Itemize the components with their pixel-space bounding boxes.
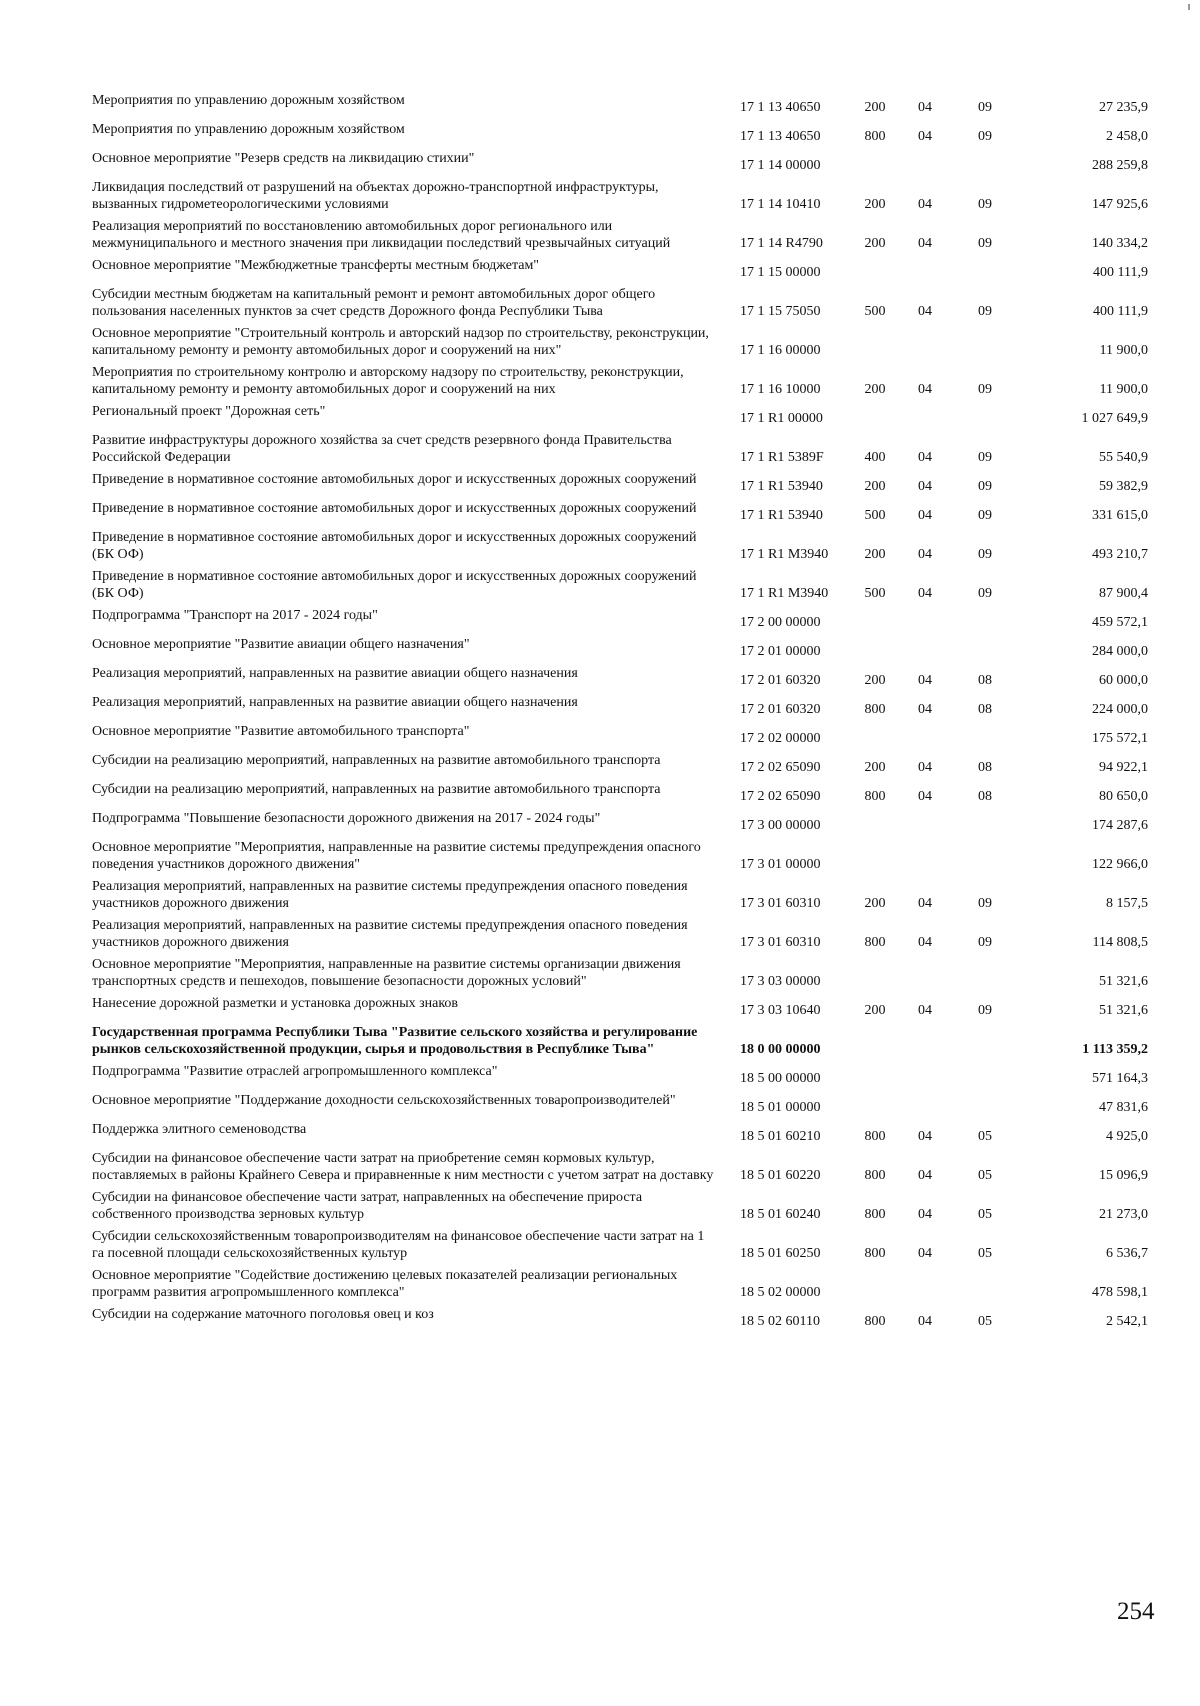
row-amount: 1 113 359,2 (1082, 1042, 1148, 1057)
row-expense-type: 200 (864, 896, 886, 911)
row-section: 04 (918, 760, 932, 775)
row-subsection: 09 (978, 935, 992, 950)
table-row (92, 1265, 1152, 1304)
row-code: 17 1 14 R4790 (740, 236, 823, 251)
row-code: 17 3 00 00000 (740, 818, 821, 833)
row-amount: 400 111,9 (1093, 304, 1148, 319)
row-section: 04 (918, 673, 932, 688)
row-section: 04 (918, 304, 932, 319)
table-row (92, 779, 1152, 808)
row-name: Подпрограмма "Транспорт на 2017 - 2024 годы" (92, 608, 378, 623)
table-row (92, 401, 1152, 430)
row-amount: 11 900,0 (1099, 382, 1148, 397)
row-section: 04 (918, 129, 932, 144)
row-name: Субсидии местным бюджетам на капитальный ремонт и ремонт автомобильных дорог общего пользования населенных пунктов за счет средств Дорожного фонда Республики Тыва (92, 287, 656, 319)
row-name: Субсидии на содержание маточного поголовья овец и коз (92, 1307, 434, 1322)
row-name: Основное мероприятие "Резерв средств на ликвидацию стихии" (92, 151, 475, 166)
row-amount: 11 900,0 (1099, 343, 1148, 358)
table-row (92, 148, 1152, 177)
row-subsection: 08 (978, 702, 992, 717)
row-expense-type: 800 (864, 1314, 886, 1329)
table-row (92, 1061, 1152, 1090)
row-name: Субсидии на финансовое обеспечение части затрат, направленных на обеспечение прироста собственного производства зерновых культур (92, 1190, 643, 1222)
row-code: 18 0 00 00000 (740, 1042, 821, 1057)
row-expense-type: 400 (864, 450, 886, 465)
row-subsection: 09 (978, 896, 992, 911)
row-amount: 47 831,6 (1099, 1100, 1148, 1115)
table-row (92, 284, 1152, 323)
row-code: 17 2 02 65090 (740, 760, 821, 775)
table-row (92, 721, 1152, 750)
row-section: 04 (918, 1246, 932, 1261)
row-code: 17 3 01 60310 (740, 935, 821, 950)
table-row (92, 837, 1152, 876)
row-amount: 6 536,7 (1106, 1246, 1148, 1261)
row-section: 04 (918, 1168, 932, 1183)
row-name: Развитие инфраструктуры дорожного хозяйства за счет средств резервного фонда Правительства Российской Федерации (92, 433, 672, 465)
row-name: Приведение в нормативное состояние автомобильных дорог и искусственных дорожных сооружений (БК ОФ) (92, 530, 697, 562)
row-amount: 21 273,0 (1099, 1207, 1148, 1222)
row-amount: 224 000,0 (1092, 702, 1148, 717)
row-name: Основное мероприятие "Мероприятия, направленные на развитие системы предупреждения опасного поведения участников дорожного движения" (92, 840, 701, 872)
table-row (92, 323, 1152, 362)
row-section: 04 (918, 896, 932, 911)
row-section: 04 (918, 382, 932, 397)
table-row (92, 1187, 1152, 1226)
row-subsection: 09 (978, 479, 992, 494)
table-row (92, 362, 1152, 401)
row-code: 18 5 01 60250 (740, 1246, 821, 1261)
row-name: Основное мероприятие "Поддержание доходности сельскохозяйственных товаропроизводителей" (92, 1093, 676, 1108)
row-code: 17 1 R1 M3940 (740, 586, 829, 601)
row-expense-type: 200 (864, 1003, 886, 1018)
row-name: Подпрограмма "Развитие отраслей агропромышленного комплекса" (92, 1064, 498, 1079)
table-row (92, 1148, 1152, 1187)
row-amount: 2 542,1 (1106, 1314, 1148, 1329)
row-amount: 284 000,0 (1092, 644, 1148, 659)
row-name: Реализация мероприятий, направленных на развитие системы предупреждения опасного поведения участников дорожного движения (92, 918, 688, 950)
row-code: 17 3 03 10640 (740, 1003, 821, 1018)
row-amount: 51 321,6 (1099, 1003, 1148, 1018)
table-row (92, 993, 1152, 1022)
row-expense-type: 500 (864, 304, 886, 319)
row-expense-type: 800 (864, 935, 886, 950)
table-row (92, 255, 1152, 284)
table-row (92, 119, 1152, 148)
table-row (92, 498, 1152, 527)
row-section: 04 (918, 935, 932, 950)
row-code: 17 1 16 00000 (740, 343, 821, 358)
row-amount: 459 572,1 (1092, 615, 1148, 630)
row-amount: 114 808,5 (1092, 935, 1148, 950)
table-row (92, 1226, 1152, 1265)
row-code: 18 5 01 60240 (740, 1207, 821, 1222)
row-expense-type: 200 (864, 547, 886, 562)
row-amount: 1 027 649,9 (1081, 411, 1148, 426)
table-row (92, 1119, 1152, 1148)
row-subsection: 09 (978, 236, 992, 251)
row-code: 18 5 01 00000 (740, 1100, 821, 1115)
table-row (92, 692, 1152, 721)
row-name: Мероприятия по строительному контролю и авторскому надзору по строительству, реконструкции, капитальному ремонту и ремонту автомобильных дорог и сооружений на них (92, 365, 684, 397)
table-row (92, 90, 1152, 119)
row-name: Поддержка элитного семеноводства (92, 1122, 307, 1137)
row-amount: 478 598,1 (1092, 1285, 1148, 1300)
row-subsection: 05 (978, 1207, 992, 1222)
row-subsection: 05 (978, 1246, 992, 1261)
table-row (92, 605, 1152, 634)
table-row (92, 469, 1152, 498)
table-row (92, 915, 1152, 954)
row-name: Реализация мероприятий, направленных на развитие системы предупреждения опасного поведения участников дорожного движения (92, 879, 688, 911)
row-code: 17 3 03 00000 (740, 974, 821, 989)
table-row (92, 1022, 1152, 1061)
table-row (92, 954, 1152, 993)
row-subsection: 09 (978, 304, 992, 319)
row-amount: 288 259,8 (1092, 158, 1148, 173)
row-name: Основное мероприятие "Развитие авиации общего назначения" (92, 637, 470, 652)
row-amount: 60 000,0 (1099, 673, 1148, 688)
row-name: Субсидии на реализацию мероприятий, направленных на развитие автомобильного транспорта (92, 753, 661, 768)
row-amount: 493 210,7 (1092, 547, 1148, 562)
row-amount: 175 572,1 (1092, 731, 1148, 746)
row-expense-type: 200 (864, 236, 886, 251)
row-amount: 80 650,0 (1099, 789, 1148, 804)
row-code: 17 1 R1 5389F (740, 450, 824, 465)
table-row (92, 634, 1152, 663)
row-code: 17 1 13 40650 (740, 100, 821, 115)
table-row (92, 216, 1152, 255)
row-amount: 94 922,1 (1099, 760, 1148, 775)
row-code: 18 5 02 00000 (740, 1285, 821, 1300)
table-row (92, 750, 1152, 779)
row-amount: 8 157,5 (1106, 896, 1148, 911)
row-section: 04 (918, 1003, 932, 1018)
row-section: 04 (918, 100, 932, 115)
row-name: Реализация мероприятий, направленных на развитие авиации общего назначения (92, 695, 578, 710)
row-section: 04 (918, 1207, 932, 1222)
row-subsection: 09 (978, 508, 992, 523)
row-expense-type: 800 (864, 789, 886, 804)
row-name: Государственная программа Республики Тыва "Развитие сельского хозяйства и регулирование рынков сельскохозяйственной продукции, сырья и продовольствия в Республике Тыва" (92, 1025, 698, 1057)
row-code: 17 1 R1 53940 (740, 479, 823, 494)
row-code: 17 3 01 60310 (740, 896, 821, 911)
row-code: 18 5 00 00000 (740, 1071, 821, 1086)
row-amount: 27 235,9 (1099, 100, 1148, 115)
row-code: 17 1 R1 M3940 (740, 547, 829, 562)
row-amount: 87 900,4 (1099, 586, 1148, 601)
row-expense-type: 200 (864, 479, 886, 494)
row-section: 04 (918, 197, 932, 212)
row-name: Приведение в нормативное состояние автомобильных дорог и искусственных дорожных сооружений (БК ОФ) (92, 569, 697, 601)
row-name: Ликвидация последствий от разрушений на объектах дорожно-транспортной инфраструктуры, вызванных гидрометеорологическими условиями (92, 180, 659, 212)
row-name: Реализация мероприятий, направленных на развитие авиации общего назначения (92, 666, 578, 681)
row-subsection: 09 (978, 547, 992, 562)
row-amount: 122 966,0 (1092, 857, 1148, 872)
row-name: Субсидии на финансовое обеспечение части затрат на приобретение семян кормовых культур, поставляемых в районы Крайнего Севера и приравненные к ним местности с учетом затрат на доставку (92, 1151, 714, 1183)
table-row (92, 808, 1152, 837)
row-section: 04 (918, 508, 932, 523)
row-expense-type: 200 (864, 197, 886, 212)
row-name: Субсидии на реализацию мероприятий, направленных на развитие автомобильного транспорта (92, 782, 661, 797)
row-subsection: 09 (978, 450, 992, 465)
row-name: Подпрограмма "Повышение безопасности дорожного движения на 2017 - 2024 годы" (92, 811, 601, 826)
row-name: Основное мероприятие "Межбюджетные трансферты местным бюджетам" (92, 258, 540, 273)
row-section: 04 (918, 547, 932, 562)
row-expense-type: 800 (864, 1207, 886, 1222)
row-name: Основное мероприятие "Строительный контроль и авторский надзор по строительству, реконструкции, капитальному ремонту и ремонту автомобильных дорог и сооружений на них" (92, 326, 709, 358)
row-name: Мероприятия по управлению дорожным хозяйством (92, 122, 405, 137)
row-name: Нанесение дорожной разметки и установка дорожных знаков (92, 996, 459, 1011)
row-subsection: 08 (978, 673, 992, 688)
row-code: 17 2 01 60320 (740, 673, 821, 688)
row-code: 18 5 02 60110 (740, 1314, 820, 1329)
row-code: 17 2 00 00000 (740, 615, 821, 630)
row-subsection: 05 (978, 1314, 992, 1329)
row-subsection: 09 (978, 586, 992, 601)
row-code: 17 1 13 40650 (740, 129, 821, 144)
row-expense-type: 200 (864, 100, 886, 115)
row-expense-type: 800 (864, 1168, 886, 1183)
row-subsection: 05 (978, 1129, 992, 1144)
row-name: Основное мероприятие "Развитие автомобильного транспорта" (92, 724, 470, 739)
row-name: Основное мероприятие "Мероприятия, направленные на развитие системы организации движения транспортных средств и пешеходов, повышение безопасности дорожных условий" (92, 957, 681, 989)
row-expense-type: 800 (864, 129, 886, 144)
row-amount: 55 540,9 (1099, 450, 1148, 465)
row-code: 17 1 14 00000 (740, 158, 821, 173)
scan-edge-mark (1188, 4, 1190, 10)
row-expense-type: 800 (864, 1246, 886, 1261)
row-section: 04 (918, 789, 932, 804)
row-code: 18 5 01 60220 (740, 1168, 821, 1183)
row-name: Основное мероприятие "Содействие достижению целевых показателей реализации региональных программ развития агропромышленного комплекса" (92, 1268, 678, 1300)
row-amount: 571 164,3 (1092, 1071, 1148, 1086)
row-amount: 4 925,0 (1106, 1129, 1148, 1144)
row-name: Приведение в нормативное состояние автомобильных дорог и искусственных дорожных сооружений (92, 501, 697, 516)
row-amount: 15 096,9 (1099, 1168, 1148, 1183)
table-row (92, 430, 1152, 469)
row-code: 17 1 R1 00000 (740, 411, 823, 426)
row-expense-type: 800 (864, 702, 886, 717)
row-amount: 2 458,0 (1106, 129, 1148, 144)
row-section: 04 (918, 702, 932, 717)
row-code: 17 1 14 10410 (740, 197, 821, 212)
row-code: 17 2 01 00000 (740, 644, 821, 659)
row-name: Приведение в нормативное состояние автомобильных дорог и искусственных дорожных сооружений (92, 472, 697, 487)
row-subsection: 09 (978, 1003, 992, 1018)
row-code: 17 3 01 00000 (740, 857, 821, 872)
row-section: 04 (918, 1314, 932, 1329)
table-row (92, 1304, 1152, 1333)
row-subsection: 09 (978, 382, 992, 397)
row-section: 04 (918, 479, 932, 494)
table-row (92, 876, 1152, 915)
row-expense-type: 500 (864, 508, 886, 523)
row-amount: 140 334,2 (1092, 236, 1148, 251)
row-section: 04 (918, 1129, 932, 1144)
row-subsection: 05 (978, 1168, 992, 1183)
row-expense-type: 200 (864, 382, 886, 397)
row-amount: 59 382,9 (1099, 479, 1148, 494)
row-name: Региональный проект "Дорожная сеть" (92, 404, 326, 419)
row-code: 17 2 02 00000 (740, 731, 821, 746)
row-code: 17 1 16 10000 (740, 382, 821, 397)
row-expense-type: 200 (864, 760, 886, 775)
table-row (92, 527, 1152, 566)
row-code: 17 1 R1 53940 (740, 508, 823, 523)
row-amount: 174 287,6 (1092, 818, 1148, 833)
row-subsection: 09 (978, 129, 992, 144)
row-amount: 51 321,6 (1099, 974, 1148, 989)
row-expense-type: 200 (864, 673, 886, 688)
row-amount: 331 615,0 (1092, 508, 1148, 523)
row-amount: 400 111,9 (1093, 265, 1148, 280)
row-code: 18 5 01 60210 (740, 1129, 821, 1144)
row-subsection: 09 (978, 197, 992, 212)
row-section: 04 (918, 236, 932, 251)
row-expense-type: 800 (864, 1129, 886, 1144)
budget-table (92, 90, 1152, 1333)
row-code: 17 2 02 65090 (740, 789, 821, 804)
row-section: 04 (918, 586, 932, 601)
table-row (92, 177, 1152, 216)
table-row (92, 663, 1152, 692)
row-code: 17 1 15 75050 (740, 304, 821, 319)
table-row (92, 1090, 1152, 1119)
row-code: 17 1 15 00000 (740, 265, 821, 280)
row-section: 04 (918, 450, 932, 465)
row-name: Реализация мероприятий по восстановлению автомобильных дорог регионального или межмуниципального и местного значения при ликвидации последствий чрезвычайных ситуаций (92, 219, 671, 251)
page-number: 254 (1117, 1598, 1155, 1625)
row-code: 17 2 01 60320 (740, 702, 821, 717)
row-subsection: 08 (978, 760, 992, 775)
row-name: Мероприятия по управлению дорожным хозяйством (92, 93, 405, 108)
row-subsection: 08 (978, 789, 992, 804)
table-row (92, 566, 1152, 605)
row-subsection: 09 (978, 100, 992, 115)
row-name: Субсидии сельскохозяйственным товаропроизводителям на финансовое обеспечение части затрат на 1 га посевной площади сельскохозяйственных культур (92, 1229, 705, 1261)
row-amount: 147 925,6 (1092, 197, 1148, 212)
row-expense-type: 500 (864, 586, 886, 601)
